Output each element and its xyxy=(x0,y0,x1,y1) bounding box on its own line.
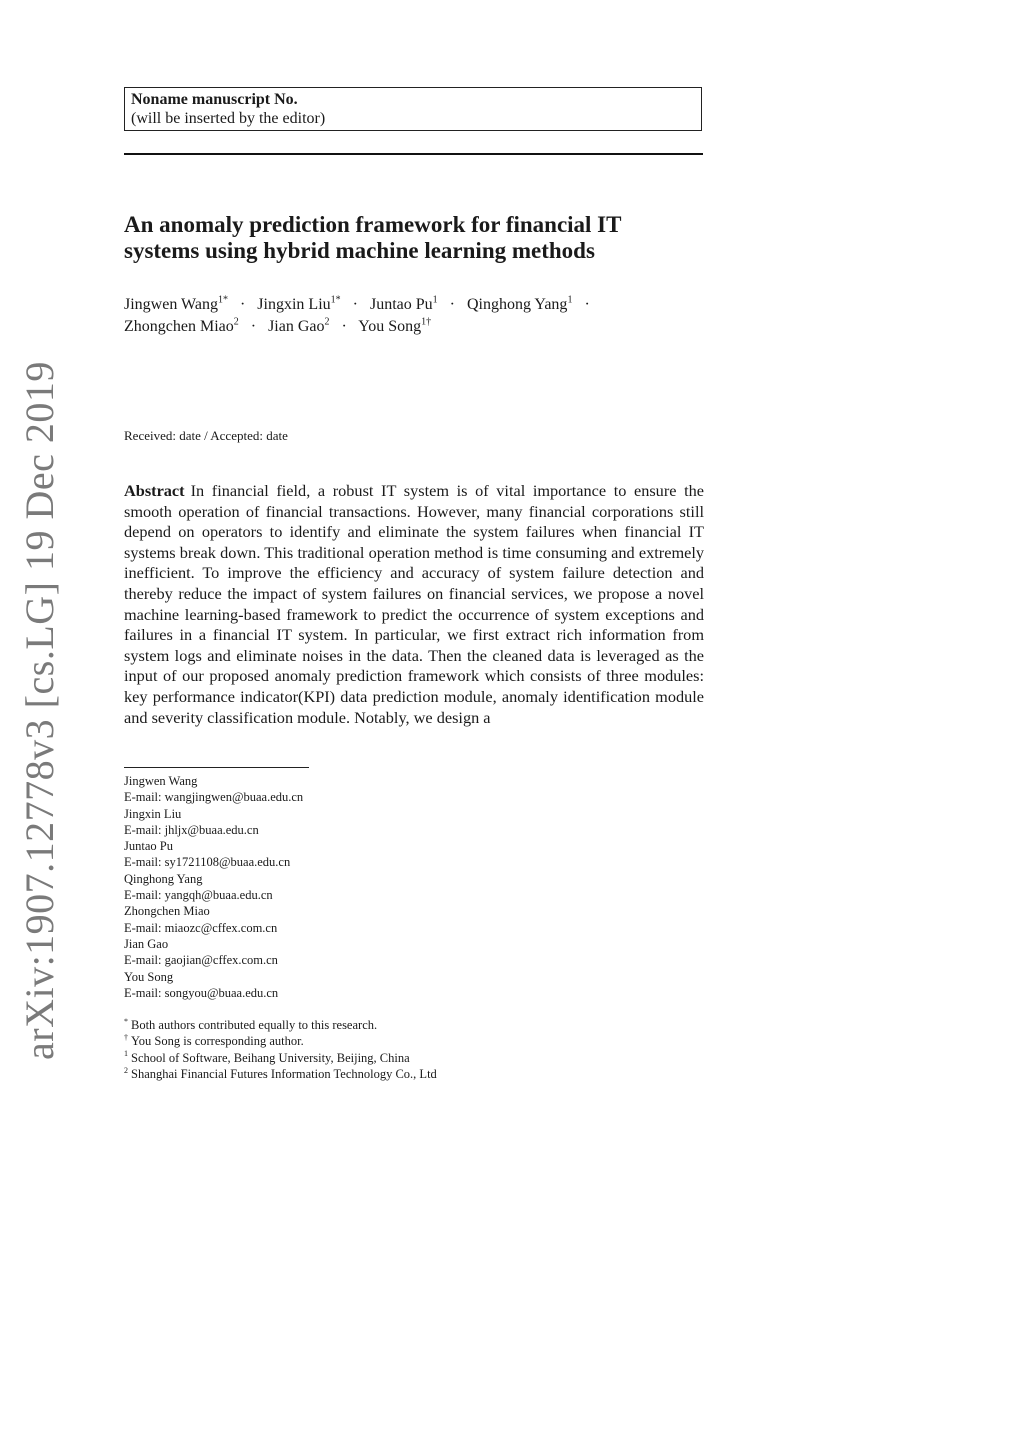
contact-email[interactable]: E-mail: jhljx@buaa.edu.cn xyxy=(124,822,259,837)
footnote-item xyxy=(124,1066,684,1082)
author-name: Jingwen Wang xyxy=(124,296,218,313)
author-name: Jingxin Liu xyxy=(257,296,331,313)
author-affiliation-mark: 1† xyxy=(421,316,432,328)
footnote-mark: 2 xyxy=(124,1065,128,1075)
author-affiliation-mark: 2 xyxy=(324,316,330,328)
author-separator: · xyxy=(239,296,246,313)
abstract-section xyxy=(124,481,704,728)
author-separator: · xyxy=(352,296,358,313)
author-affiliation-mark: 1* xyxy=(217,294,228,306)
author-separator: · xyxy=(584,296,590,313)
footnote-item xyxy=(124,1050,684,1066)
footnote-rule xyxy=(124,767,309,768)
contact-email[interactable]: E-mail: wangjingwen@buaa.edu.cn xyxy=(124,790,304,805)
author-line-1 xyxy=(124,294,724,316)
footnote-mark: † xyxy=(124,1033,128,1043)
paper-title-line-1: An anomaly prediction framework for financial IT xyxy=(124,212,622,237)
footnote-mark: * xyxy=(124,1016,128,1026)
manuscript-editor-note: (will be inserted by the editor) xyxy=(131,110,326,127)
abstract-body: In financial field, a robust IT system is of vital importance to ensure the smooth operation of financial transactions. However, many financial corporations still depend on operators to identify and eliminate the system failures when financial IT systems break down. This traditional operation method is time consuming and extremely inefficient. To improve the efficiency and accuracy of system failure detection and thereby reduce the impact of system failures on financial services, we propose a novel machine learning-based framework to predict the occurrence of system exceptions and failures in a financial IT system. In particular, we first extract rich information from system logs and eliminate noises in the data. Then the cleaned data is leveraged as the input of our proposed anomaly prediction framework which consists of three modules: key performance indicator(KPI) data prediction module, anomaly identification module and severity classification module. Notably, we design a xyxy=(124,481,704,727)
footnote-text: Both authors contributed equally to this research. xyxy=(131,1018,378,1032)
footnote-item xyxy=(124,1033,684,1049)
contact-email[interactable]: E-mail: miaozc@cffex.com.cn xyxy=(124,920,278,935)
author-affiliation-mark: 2 xyxy=(233,316,239,328)
author-name: You Song xyxy=(358,318,422,335)
contact-name: Zhongchen Miao xyxy=(124,904,210,919)
author-list xyxy=(124,294,724,338)
author-name: Jian Gao xyxy=(268,318,325,335)
author-affiliation-mark: 1 xyxy=(432,294,438,306)
contact-name: Jingwen Wang xyxy=(124,774,198,788)
author-separator: · xyxy=(449,296,455,313)
paper-title-line-2: systems using hybrid machine learning methods xyxy=(124,238,595,263)
footnote-mark: 1 xyxy=(124,1049,128,1059)
abstract-heading: Abstract xyxy=(124,481,185,500)
contact-email[interactable]: E-mail: yangqh@buaa.edu.cn xyxy=(124,888,273,903)
author-affiliation-mark: 1* xyxy=(330,294,341,306)
contact-email[interactable]: E-mail: sy1721108@buaa.edu.cn xyxy=(124,855,291,870)
received-accepted-dates: Received: date / Accepted: date xyxy=(124,428,288,443)
author-name: Juntao Pu xyxy=(369,296,433,313)
footnote-item xyxy=(124,1017,684,1033)
manuscript-number-label: Noname manuscript No. xyxy=(131,91,298,108)
arxiv-identifier-stamp: arXiv:1907.12778v3 [cs.LG] 19 Dec 2019 xyxy=(17,361,62,1060)
contact-name: Qinghong Yang xyxy=(124,871,203,886)
manuscript-notice-box xyxy=(124,87,702,131)
footnote-text: School of Software, Beihang University, Beijing, China xyxy=(131,1050,410,1065)
contact-name: You Song xyxy=(124,969,174,984)
author-affiliation-mark: 1 xyxy=(567,294,573,306)
author-line-2 xyxy=(124,316,724,338)
contact-email[interactable]: E-mail: songyou@buaa.edu.cn xyxy=(124,985,279,1000)
contact-name: Jingxin Liu xyxy=(124,806,182,821)
contact-email[interactable]: E-mail: gaojian@cffex.com.cn xyxy=(124,953,278,968)
contact-name: Jian Gao xyxy=(124,936,169,951)
author-name: Zhongchen Miao xyxy=(124,318,234,335)
footnotes xyxy=(124,1017,684,1082)
contact-name: Juntao Pu xyxy=(124,839,173,854)
author-separator: · xyxy=(250,318,257,335)
author-name: Qinghong Yang xyxy=(466,296,568,313)
author-contacts xyxy=(124,773,524,1001)
footnote-text: Shanghai Financial Futures Information Technology Co., Ltd xyxy=(131,1066,437,1081)
paper-title xyxy=(124,212,724,264)
author-separator: · xyxy=(341,318,347,335)
footnote-text: You Song is corresponding author. xyxy=(131,1034,304,1049)
header-rule xyxy=(124,153,703,155)
